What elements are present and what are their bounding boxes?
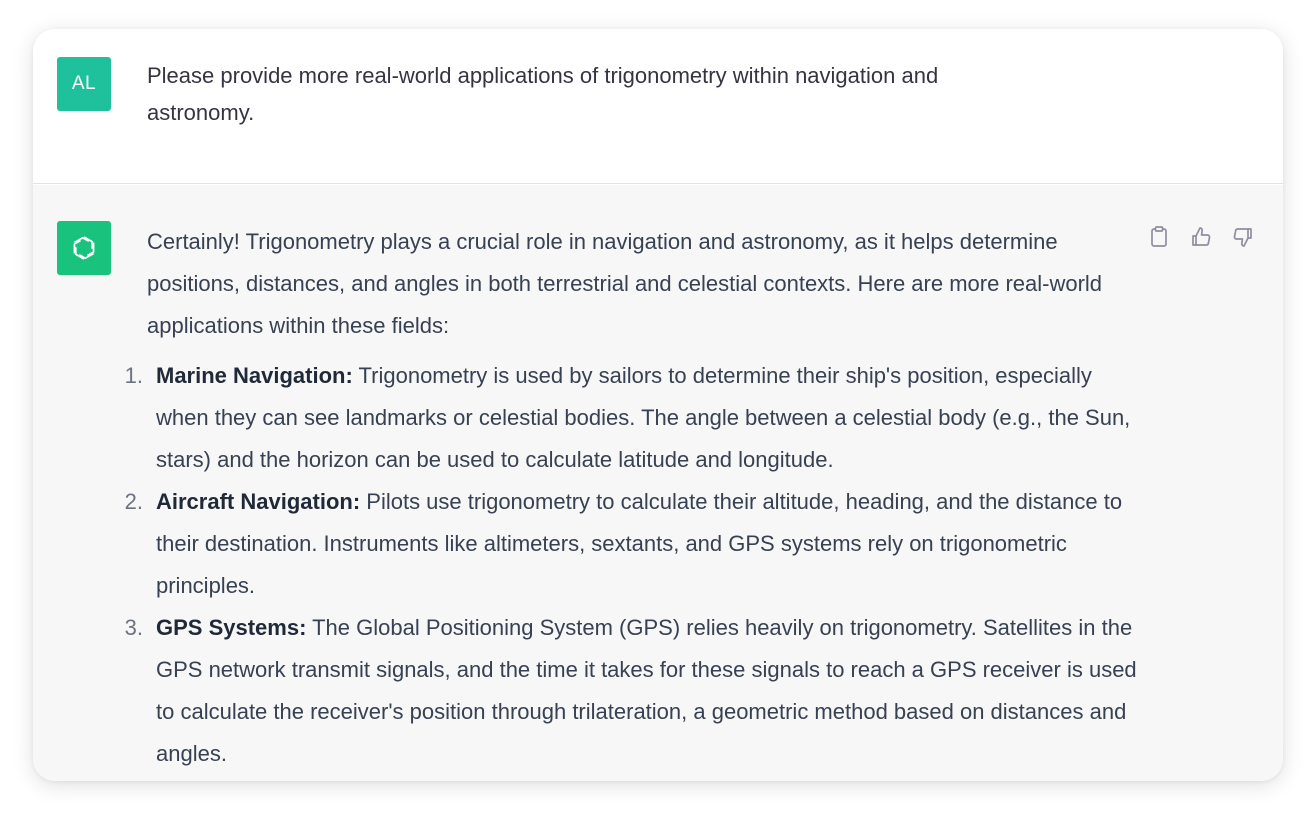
copy-button[interactable] bbox=[1145, 223, 1173, 251]
list-item-title: GPS Systems: bbox=[156, 615, 307, 640]
list-number: 1. bbox=[124, 363, 143, 388]
thumbs-up-icon bbox=[1189, 225, 1213, 249]
list-item bbox=[124, 355, 1137, 481]
message-actions bbox=[1145, 223, 1257, 251]
thumbs-down-button[interactable] bbox=[1229, 223, 1257, 251]
list-number: 3. bbox=[124, 615, 143, 640]
user-avatar: AL bbox=[57, 57, 111, 111]
applications-list bbox=[124, 355, 1137, 775]
thumbs-down-icon bbox=[1231, 225, 1255, 249]
list-item-text: Trigonometry is used by sailors to determine their ship's position, especially when they can see landmarks or celestial bodies. The angle between a celestial body (e.g., the Sun, stars) and the horizon can be used to calculate latitude and longitude. bbox=[156, 363, 1131, 472]
list-item-text: The Global Positioning System (GPS) relies heavily on trigonometry. Satellites in the GPS network transmit signals, and the time it takes for these signals to reach a GPS receiver is used to calculate the receiver's position through trilateration, a geometric method based on distances and angles. bbox=[156, 615, 1137, 766]
chat-card bbox=[33, 29, 1283, 781]
assistant-avatar bbox=[57, 221, 111, 275]
list-item bbox=[124, 481, 1137, 607]
assistant-message-body bbox=[124, 221, 1137, 775]
assistant-intro: Certainly! Trigonometry plays a crucial role in navigation and astronomy, as it helps determine positions, distances, and angles in both terrestrial and celestial contexts. Here are more real-world applications within these fields: bbox=[147, 229, 1103, 338]
list-item bbox=[124, 607, 1137, 775]
thumbs-up-button[interactable] bbox=[1187, 223, 1215, 251]
openai-logo-icon bbox=[69, 233, 99, 263]
user-message bbox=[33, 29, 1283, 184]
list-item-title: Aircraft Navigation: bbox=[156, 489, 361, 514]
list-number: 2. bbox=[124, 489, 143, 514]
list-item-text: Pilots use trigonometry to calculate their altitude, heading, and the distance to their destination. Instruments like altimeters, sextants, and GPS systems rely on trigonometric principles. bbox=[156, 489, 1123, 598]
user-message-text: Please provide more real-world applications of trigonometry within navigation and astronomy. bbox=[147, 63, 939, 125]
assistant-message bbox=[33, 185, 1283, 781]
clipboard-icon bbox=[1148, 225, 1170, 249]
list-item-title: Marine Navigation: bbox=[156, 363, 353, 388]
